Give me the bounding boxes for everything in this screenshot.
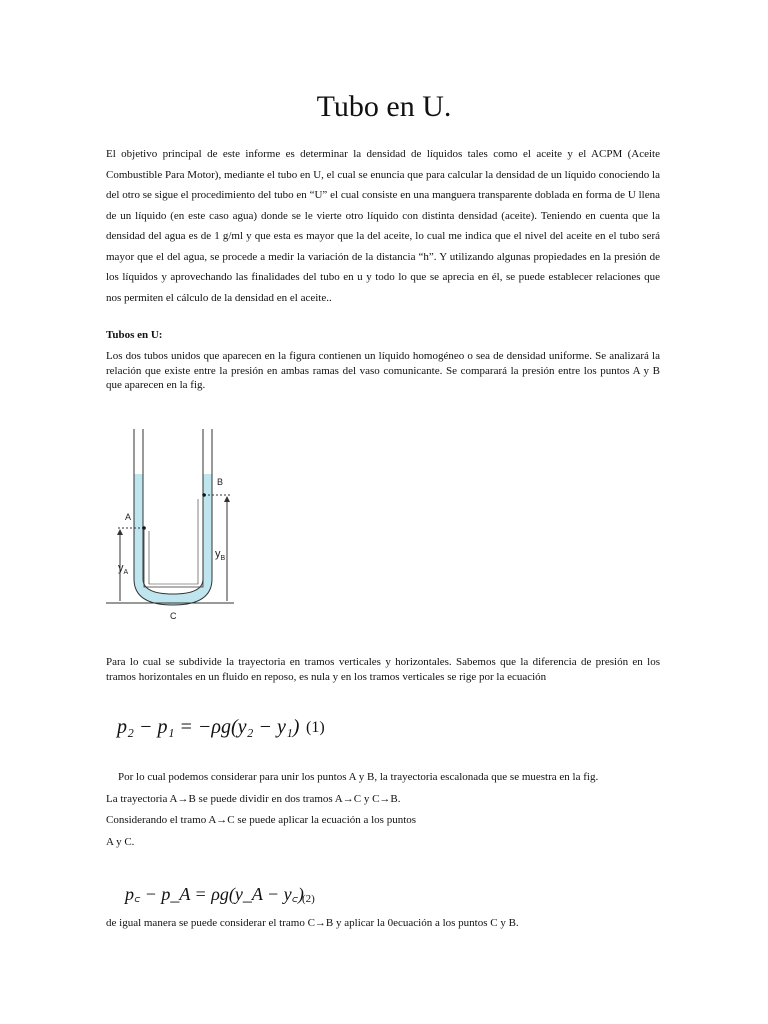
equation-1-number: (1) <box>306 719 325 736</box>
label-ya: $y_A$ <box>118 562 129 576</box>
equation-1: p₂ − p₁ = −ρg(y₂ − y₁) <box>117 716 300 738</box>
label-c: C <box>170 611 177 621</box>
section-heading: Tubos en U: <box>106 329 163 341</box>
u-tube-figure <box>104 419 242 625</box>
yb-arrow-head <box>224 496 230 502</box>
page-title: Tubo en U. <box>316 90 452 123</box>
tube-outer-wall <box>134 429 212 605</box>
trajectory-path-inner <box>149 499 198 584</box>
intro-paragraph: El objetivo principal de este informe es determinar la densidad de líquidos tales como el aceite y el ACPM (Aceite Combustible Para Motor), mediante el tubo en U, el cual se enuncia que para calcular la densidad de un líquido conociendo la del otro se sigue el procedimiento del tubo en “U” el cual consiste en una manguera transparente doblada en forma de U llena de un líquido (en este caso agua) donde se le vierte otro líquido con distinta densidad (aceite). Teniendo en cuenta que la densidad del agua es de 1 g/ml y que esta es mayor que la del aceite, lo cual me indica que el nivel del aceite en el tubo será mayor que el del agua, se procede a medir la variación de la distancia “h”. Y utilizando algunas propiedades en la presión de los líquidos y aprovechando las finalidades del tubo en u y todo lo que se aprecia en él, se puede establecer relaciones que nos permiten el cálculo de la densidad en el aceite.. <box>106 148 660 304</box>
tube-inner-wall <box>143 429 203 594</box>
subdivide-paragraph: Para lo cual se subdivide la trayectoria en tramos verticales y horizontales. Sabemos que la diferencia de presión en los tramos horizontales en un fluido en reposo, es nula y en los tramos verticales se rige por la ecuación <box>106 656 660 683</box>
label-b: B <box>217 477 224 487</box>
paragraph-line-d: A y C. <box>106 836 135 848</box>
paragraph-line-b: La trayectoria A→B se puede dividir en dos tramos A→C y C→B. <box>106 793 401 805</box>
paragraph-line-c: Considerando el tramo A→C se puede aplicar la ecuación a los puntos <box>106 814 417 826</box>
label-yb: $y_B$ <box>215 548 226 562</box>
ya-arrow-head <box>117 529 123 535</box>
paragraph-line-e: de igual manera se puede considerar el tramo C→B y aplicar la 0ecuación a los puntos C y B. <box>106 917 519 929</box>
paragraph-line-a: Por lo cual podemos considerar para unir los puntos A y B, la trayectoria escalonada que se muestra en la fig. <box>118 771 599 783</box>
equation-2-number: (2) <box>302 893 315 905</box>
tubes-paragraph: Los dos tubos unidos que aparecen en la figura contienen un líquido homogéneo o sea de densidad uniforme. Se analizará la relación que existe entre la presión en ambas ramas del vaso comunicante. Se comparará la presión entre los puntos A y B que aparecen en la fig. <box>106 350 660 391</box>
label-a: A <box>125 512 132 522</box>
trajectory-path <box>144 495 203 587</box>
fluid-fill <box>134 474 212 605</box>
equation-2: p꜀ − p_A = ρg(y_A − y꜀) <box>125 884 304 904</box>
